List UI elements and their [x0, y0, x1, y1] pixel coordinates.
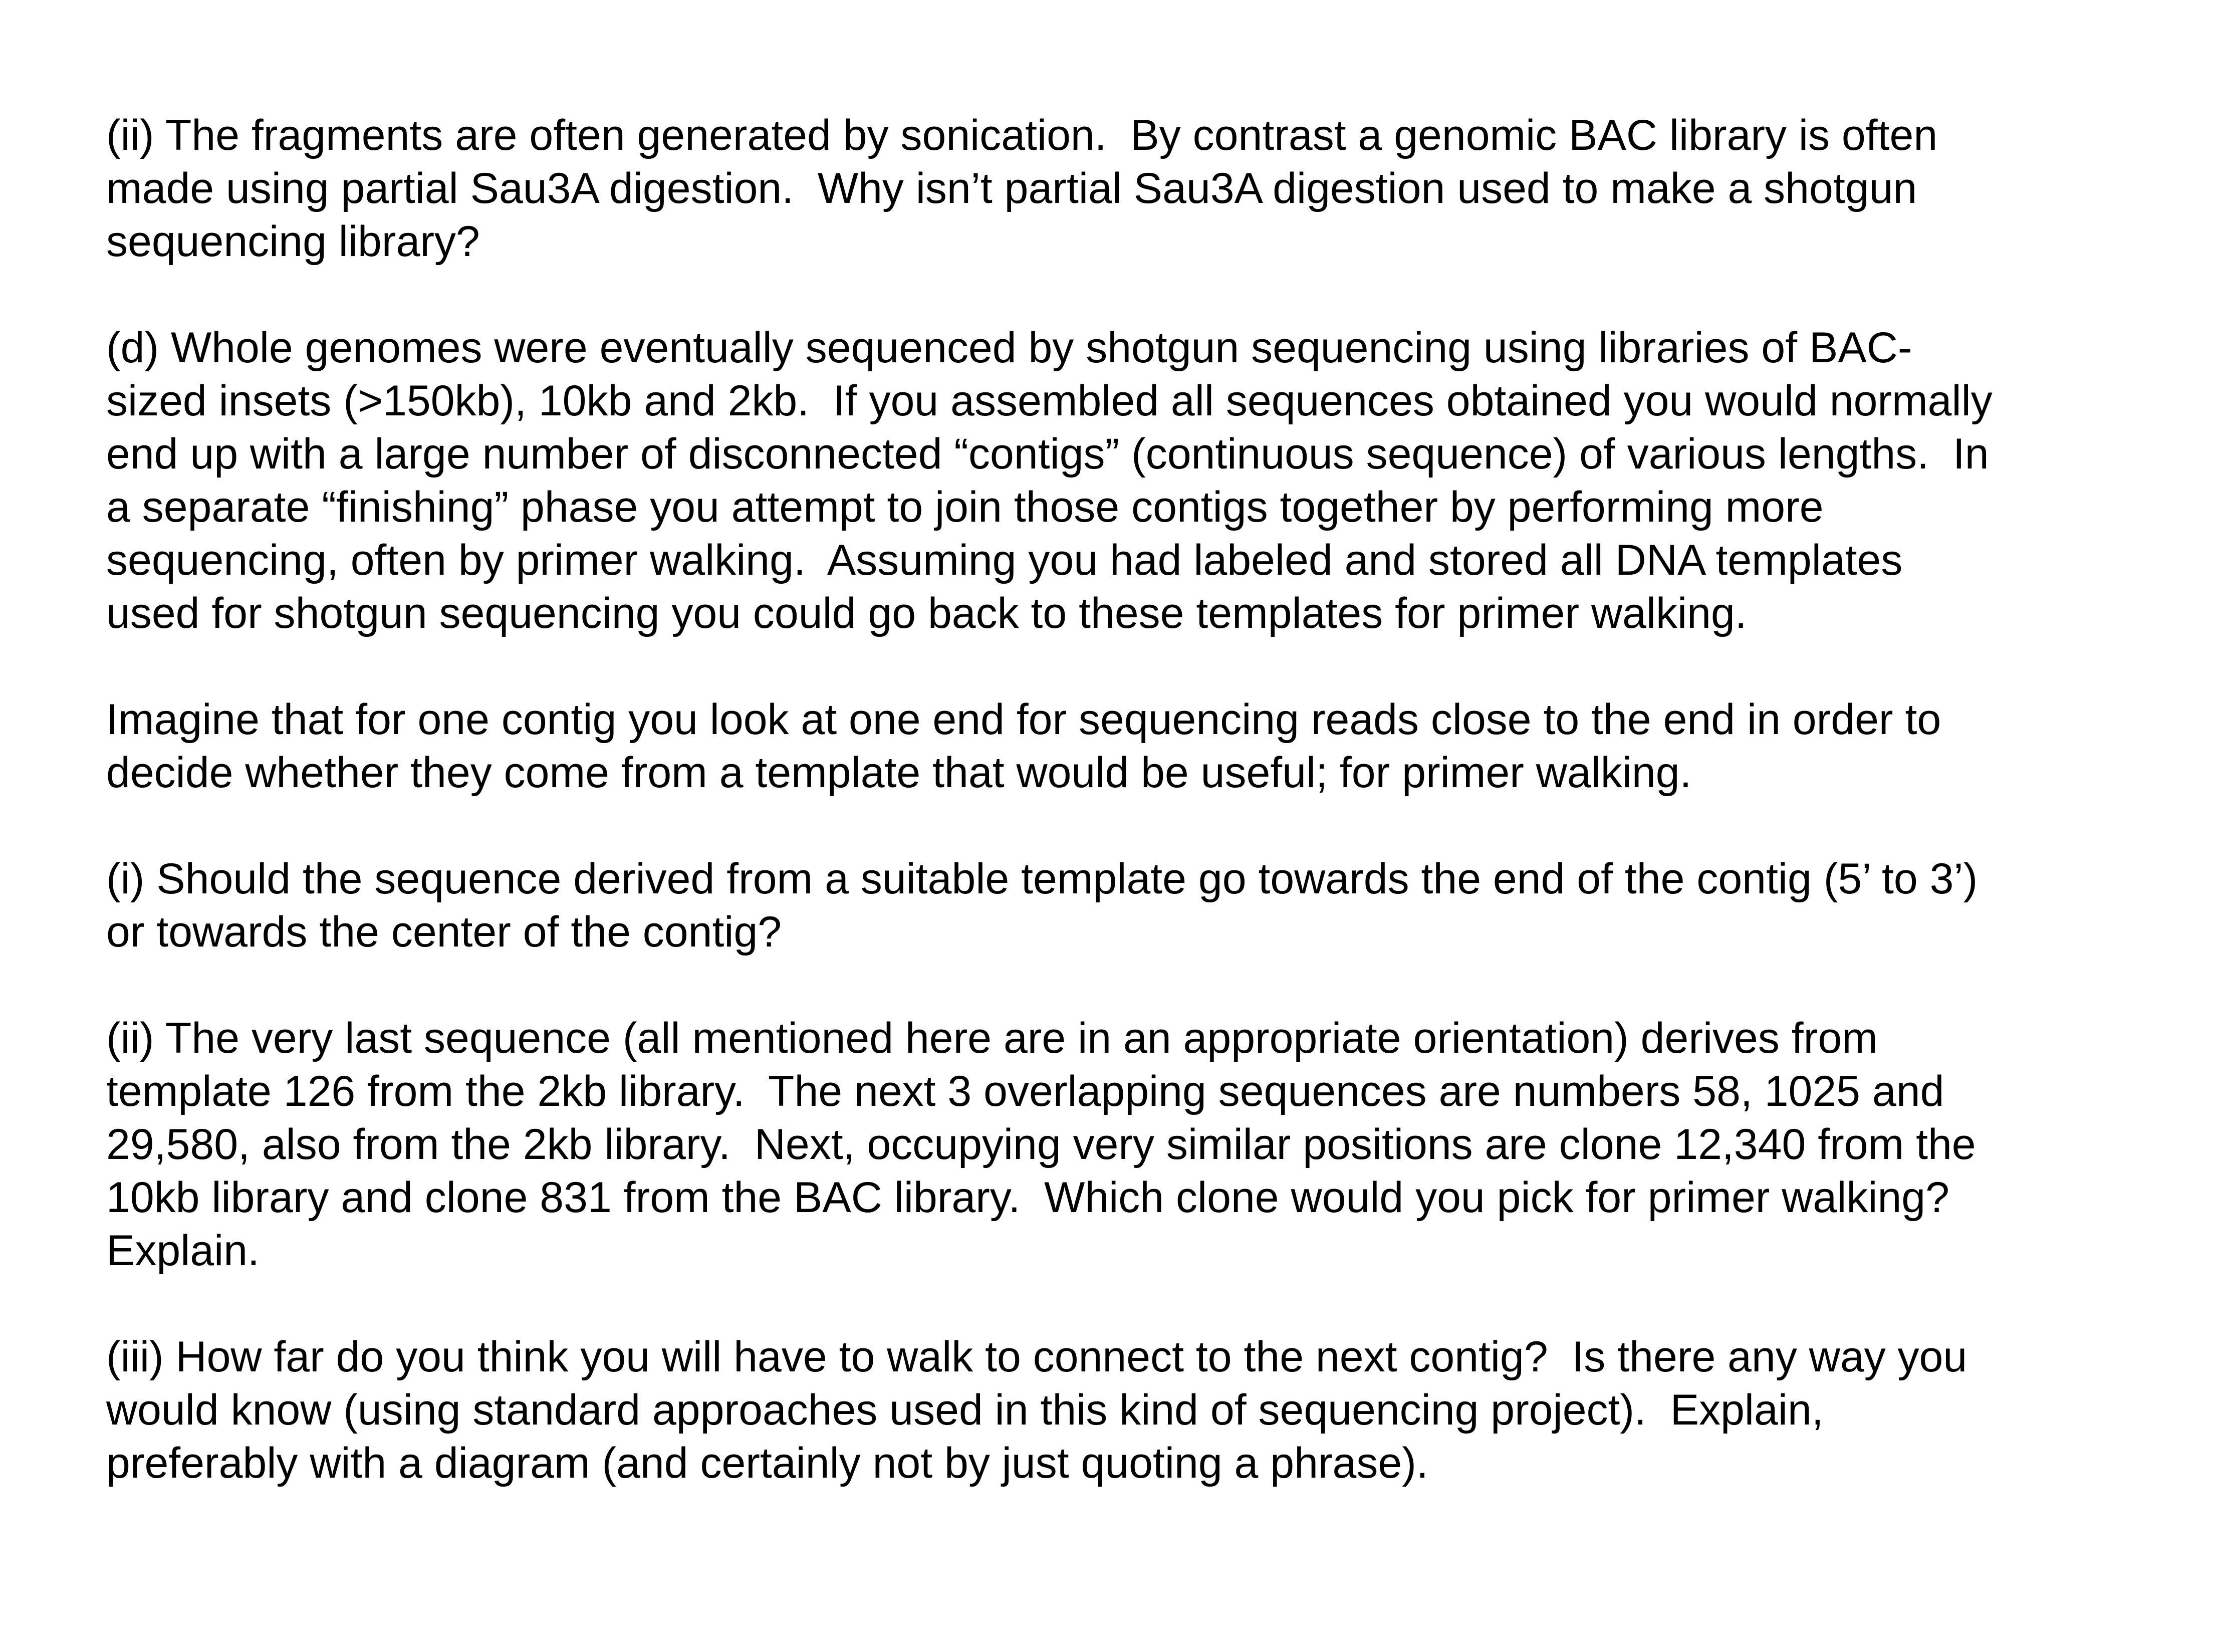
text-line: Explain. [106, 1227, 260, 1275]
text-line: 10kb library and clone 831 from the BAC library. Which clone would you pick for primer walking? [106, 1173, 1949, 1222]
text-line: (iii) How far do you think you will have to walk to connect to the next contig? Is there any way you [106, 1333, 1967, 1381]
text-line: decide whether they come from a template that would be useful; for primer walking. [106, 749, 1692, 797]
text-line: (ii) The very last sequence (all mentioned here are in an appropriate orientation) derives from [106, 1014, 1878, 1062]
text-line: (i) Should the sequence derived from a suitable template go towards the end of the contig (5’ to 3’) [106, 855, 1978, 903]
text-line: sequencing, often by primer walking. Assuming you had labeled and stored all DNA templates [106, 536, 1903, 584]
text-line: sequencing library? [106, 217, 480, 266]
text-line: or towards the center of the contig? [106, 908, 782, 956]
text-line: template 126 from the 2kb library. The next 3 overlapping sequences are numbers 58, 1025 and [106, 1067, 1944, 1115]
text-line: Imagine that for one contig you look at one end for sequencing reads close to the end in order to [106, 695, 1941, 744]
text-line: 29,580, also from the 2kb library. Next, occupying very similar positions are clone 12,340 from the [106, 1120, 1976, 1168]
text-line: preferably with a diagram (and certainly not by just quoting a phrase). [106, 1439, 1428, 1487]
text-line: a separate “finishing” phase you attempt to join those contigs together by performing more [106, 483, 1824, 531]
text-line: sized insets (>150kb), 10kb and 2kb. If you assembled all sequences obtained you would normally [106, 377, 1993, 425]
text-line: would know (using standard approaches used in this kind of sequencing project). Explain, [106, 1386, 1824, 1434]
text-line: end up with a large number of disconnected “contigs” (continuous sequence) of various lengths. In [106, 430, 1989, 478]
text-line: (d) Whole genomes were eventually sequenced by shotgun sequencing using libraries of BAC- [106, 324, 1912, 372]
text-line: made using partial Sau3A digestion. Why isn’t partial Sau3A digestion used to make a shotgun [106, 164, 1917, 212]
text-line: used for shotgun sequencing you could go back to these templates for primer walking. [106, 589, 1747, 637]
text-line: (ii) The fragments are often generated by sonication. By contrast a genomic BAC library is often [106, 111, 1938, 159]
